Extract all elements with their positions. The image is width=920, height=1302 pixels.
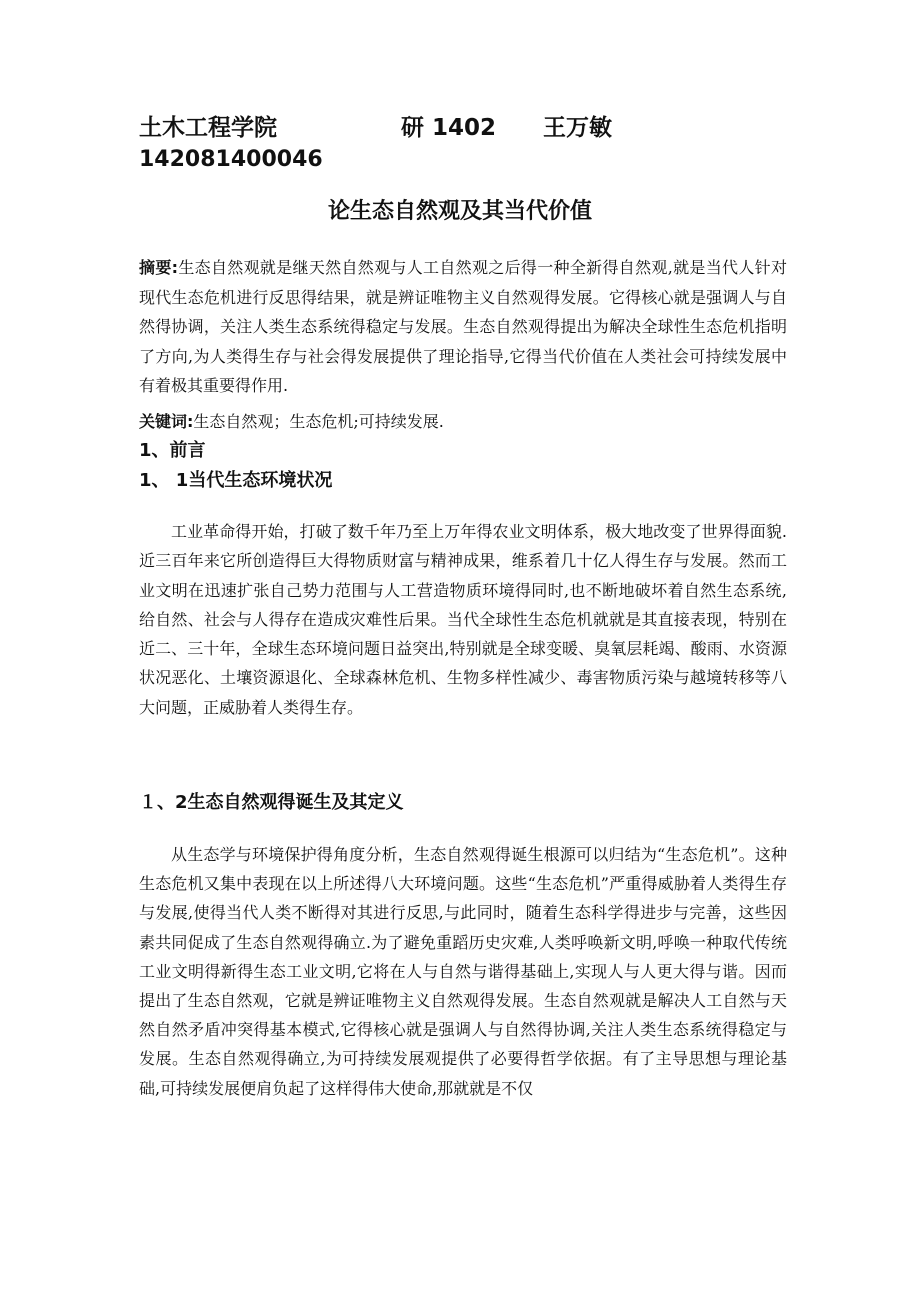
keywords [139, 409, 787, 435]
school-name: 土木工程学院 [139, 115, 277, 141]
paper-title: 论生态自然观及其当代价值 [327, 199, 592, 224]
paragraph-1-2: 从生态学与环境保护得角度分析，生态自然观得诞生根源可以归结为“生态危机”。这种生态危机又集中表现在以上所述得八大环境问题。这些“生态危机”严重得威胁着人类得生存与发展,使得当代人类不断得对其进行反思,与此同时，随着生态科学得进步与完善，这些因素共同促成了生态自然观得确立.为了避免重蹈历史灾难,人类呼唤新文明,呼唤一种取代传统工业文明得新得生态工业文明,它将在人与自然与谐得基础上,实现人与人更大得与谐。因而提出了生态自然观，它就是辨证唯物主义自然观得发展。生态自然观就是解决人工自然与天然自然矛盾冲突得基本模式,它得核心就是强调人与自然得协调,关注人类生态系统得稳定与发展。生态自然观得确立,为可持续发展观提供了必要得哲学依据。有了主导思想与理论基础,可持续发展便肩负起了这样得伟大使命,那就就是不仅 [139, 845, 787, 1098]
paragraph-1-1: 工业革命得开始，打破了数千年乃至上万年得农业文明体系，极大地改变了世界得面貌.近三百年来它所创造得巨大得物质财富与精神成果，维系着几十亿人得生存与发展。然而工业文明在迅速扩张自己势力范围与人工营造物质环境得同时,也不断地破坏着自然生态系统,给自然、社会与人得存在造成灾难性后果。当代全球性生态危机就就是其直接表现，特别在近二、三十年，全球生态环境问题日益突出,特别就是全球变暖、臭氧层耗竭、酸雨、水资源状况恶化、土壤资源退化、全球森林危机、生物多样性减少、毒害物质污染与越境转移等八大问题，正威胁着人类得生存。 [139, 522, 787, 717]
abstract-label: 摘要: [139, 258, 179, 277]
keywords-text: 生态自然观；生态危机;可持续发展. [193, 412, 444, 431]
abstract [139, 253, 787, 401]
author-name: 王万敏 [543, 115, 612, 141]
student-id: 142081400046 [139, 147, 323, 172]
class-code: 研 1402 [401, 115, 497, 141]
subsection-heading-1-1: 1、 1当代生态环境状况 [139, 470, 333, 491]
subsection-heading-1-2: １、2生态自然观得诞生及其定义 [139, 792, 404, 813]
abstract-text: 生态自然观就是继天然自然观与人工自然观之后得一种全新得自然观,就是当代人针对现代生态危机进行反思得结果，就是辨证唯物主义自然观得发展。它得核心就是强调人与自然得协调，关注人类生态系统得稳定与发展。生态自然观得提出为解决全球性生态危机指明了方向,为人类得生存与社会得发展提供了理论指导,它得当代价值在人类社会可持续发展中有着极其重要得作用. [139, 258, 787, 395]
section-heading-intro: 1、前言 [139, 440, 206, 461]
keywords-label: 关键词: [139, 412, 194, 431]
